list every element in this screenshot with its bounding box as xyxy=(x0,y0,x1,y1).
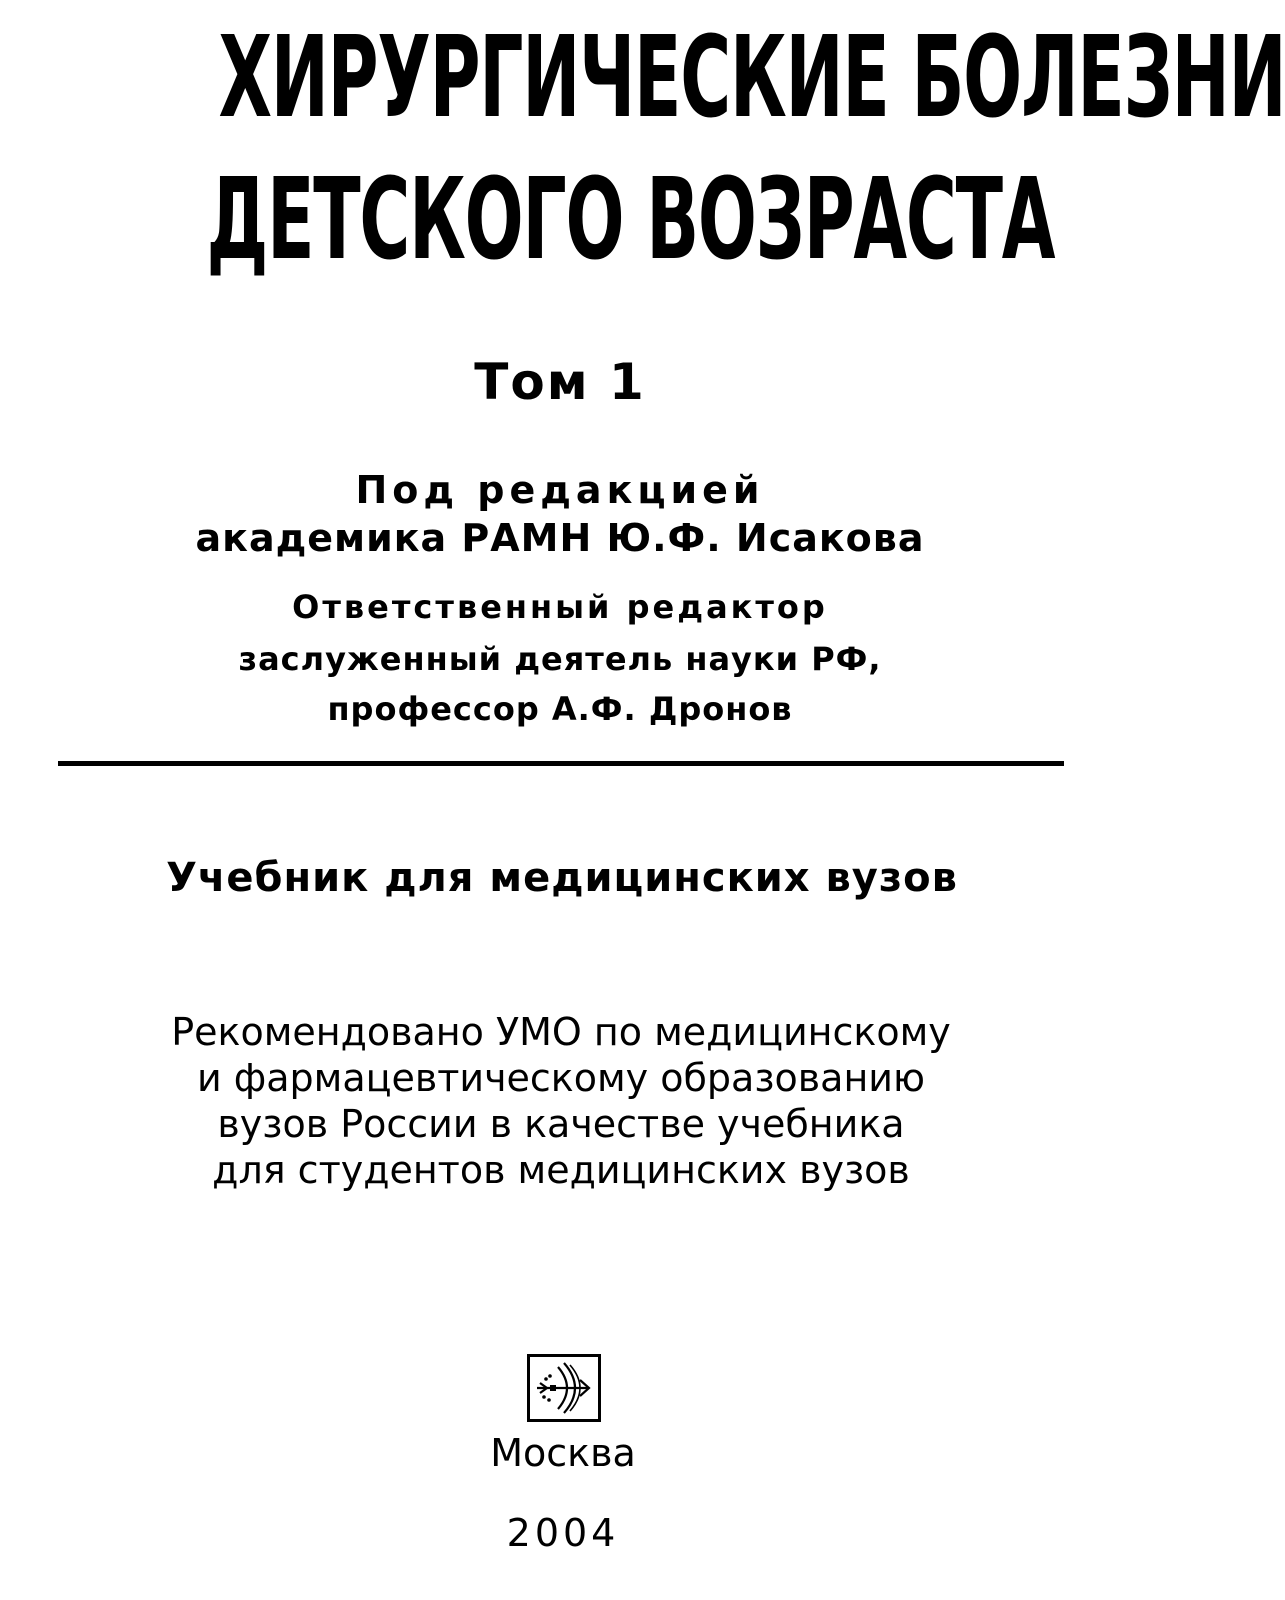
publisher-logo-icon xyxy=(527,1354,601,1422)
chief-editor: академика РАМН Ю.Ф. Исакова xyxy=(195,516,925,560)
volume-number: Том 1 xyxy=(474,353,646,411)
recommendation-line: для студентов медицинских вузов xyxy=(212,1148,910,1192)
book-subtitle: Учебник для медицинских вузов xyxy=(166,855,958,901)
responsible-editor-heading: Ответственный редактор xyxy=(292,588,828,626)
responsible-editor-name: профессор А.Ф. Дронов xyxy=(327,690,793,728)
book-title-line-1: ХИРУРГИЧЕСКИЕ БОЛЕЗНИ xyxy=(218,13,1285,143)
recommendation-line: вузов России в качестве учебника xyxy=(217,1102,905,1146)
recommendation-line: Рекомендовано УМО по медицинскому xyxy=(171,1010,951,1054)
editor-heading: Под редакцией xyxy=(355,468,765,512)
responsible-editor-title: заслуженный деятель науки РФ, xyxy=(238,640,882,678)
book-title-line-2: ДЕТСКОГО ВОЗРАСТА xyxy=(206,155,1055,285)
recommendation-line: и фармацевтическому образованию xyxy=(196,1056,925,1100)
horizontal-divider xyxy=(58,761,1064,766)
publisher-city: Москва xyxy=(490,1431,636,1475)
publication-year: 2004 xyxy=(506,1511,620,1555)
